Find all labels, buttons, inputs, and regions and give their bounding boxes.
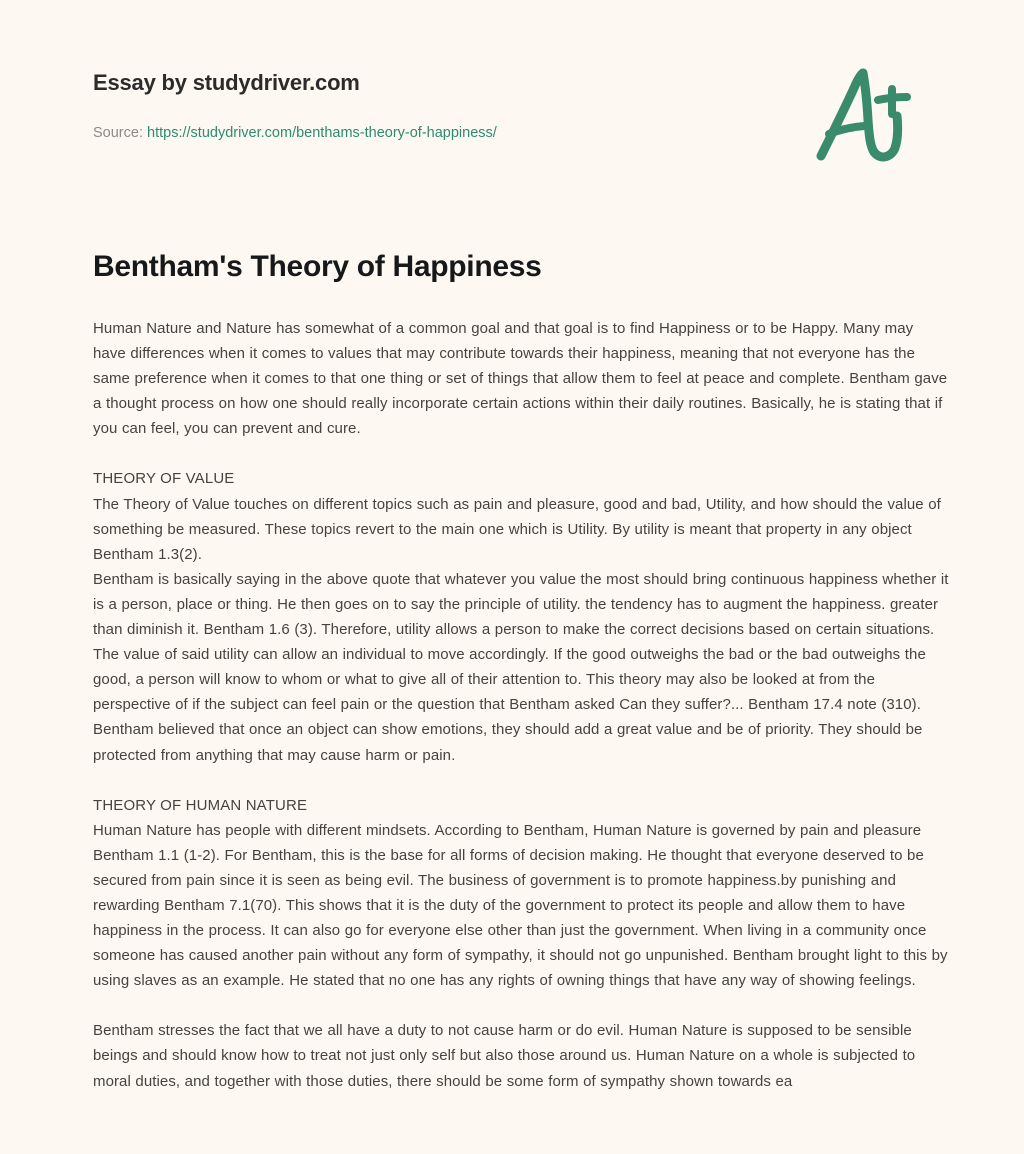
source-url-link[interactable]: https://studydriver.com/benthams-theory-of-happiness/ — [147, 125, 497, 141]
theory-of-value-paragraph-1: The Theory of Value touches on different topics such as pain and pleasure, good and bad, Utility, and how should the value of something be measured. These topics revert to the main one which is Utility. By utility is meant that property in any object Bentham 1.3(2). — [93, 495, 941, 563]
theory-of-value-paragraph-2: Bentham is basically saying in the above quote that whatever you value the most should bring continuous happiness whether it is a person, place or thing. He then goes on to say the principle of utility. the tendency has to augment the happiness. greater than diminish it. Bentham 1.6 (3). Therefore, utility allows a person to make the correct decisions based on certain situations. The value of said utility can allow an individual to move accordingly. If the good outweighs the bad or the bad outweighs the good, a person will know to whom or what to give all of their attention to. This theory may also be looked at from the perspective of if the subject can feel pain or the question that Bentham asked Can they suffer?... Bentham 17.4 note (310). Bentham believed that once an object can show emotions, they should add a great value and be of priority. They should be protected from anything that may cause harm or pain. — [93, 570, 949, 764]
section-heading-theory-of-human-nature: THEORY OF HUMAN NATURE — [93, 796, 308, 814]
brand-byline: Essay by studydriver.com — [93, 70, 360, 95]
essay-article — [93, 248, 949, 1094]
page-header — [0, 0, 1024, 190]
source-label: Source: — [93, 125, 143, 141]
section-heading-theory-of-value: THEORY OF VALUE — [93, 470, 235, 488]
intro-paragraph: Human Nature and Nature has somewhat of a common goal and that goal is to find Happiness or to be Happy. Many may have differences when it comes to values that may contribute towards their happiness, meaning that not everyone has the same preference when it comes to that one thing or set of things that allow them to feel at peace and complete. Bentham gave a thought process on how one should really incorporate certain actions within their daily routines. Basically, he is stating that if you can feel, you can prevent and cure. — [93, 320, 948, 438]
source-line — [93, 123, 497, 143]
a-plus-logo-icon — [806, 62, 916, 166]
page-title: Bentham's Theory of Happiness — [93, 250, 542, 283]
theory-of-human-nature-paragraph-2: Bentham stresses the fact that we all have a duty to not cause harm or do evil. Human Nature is supposed to be sensible beings and should know how to treat not just only self but also those around us. Human Nature on a whole is subjected to moral duties, and together with those duties, there should be some form of sympathy shown towards ea — [93, 1022, 916, 1090]
theory-of-human-nature-paragraph-1: Human Nature has people with different mindsets. According to Bentham, Human Nature is governed by pain and pleasure Bentham 1.1 (1-2). For Bentham, this is the base for all forms of decision making. He thought that everyone deserved to be secured from pain since it is seen as being evil. The business of government is to promote happiness.by punishing and rewarding Bentham 7.1(70). This shows that it is the duty of the government to protect its people and allow them to have happiness in the process. It can also go for everyone else other than just the government. When living in a community once someone has caused another pain without any form of sympathy, it should not go unpunished. Bentham brought light to this by using slaves as an example. He stated that no one has any rights of owning things that have any way of showing feelings. — [93, 821, 948, 990]
studydriver-a-plus-logo[interactable] — [806, 62, 916, 166]
